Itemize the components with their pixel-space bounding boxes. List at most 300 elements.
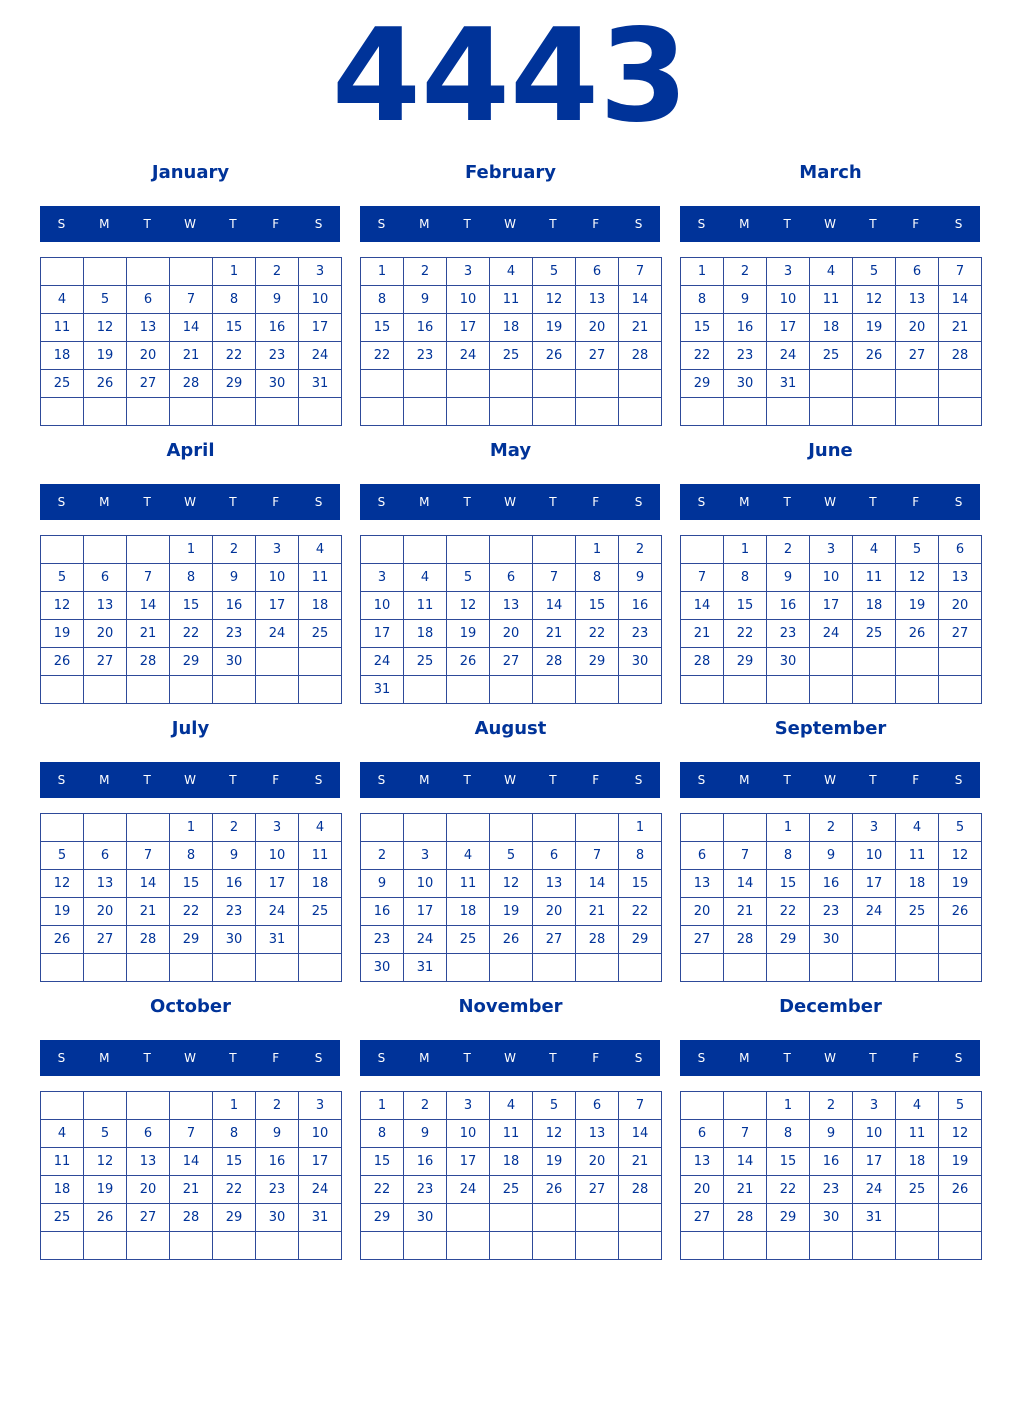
empty-day-cell — [724, 1092, 766, 1119]
empty-day-cell — [170, 1092, 212, 1119]
day-cell: 7 — [939, 258, 981, 285]
day-cell: 22 — [767, 1176, 809, 1203]
day-cell: 20 — [127, 1176, 169, 1203]
weekday-label: S — [314, 217, 323, 231]
day-cell: 28 — [681, 648, 723, 675]
day-cell: 22 — [576, 620, 618, 647]
empty-day-cell — [127, 536, 169, 563]
day-cell: 15 — [724, 592, 766, 619]
day-cell: 27 — [681, 1204, 723, 1231]
day-cell: 30 — [404, 1204, 446, 1231]
day-cell: 17 — [299, 314, 341, 341]
day-cell: 1 — [619, 814, 661, 841]
day-cell: 22 — [170, 620, 212, 647]
weekday-label: W — [824, 1051, 836, 1065]
weekday-label: M — [419, 1051, 430, 1065]
day-cell: 2 — [256, 1092, 298, 1119]
empty-day-cell — [939, 676, 981, 703]
weekday-label: M — [99, 773, 110, 787]
weekday-label: S — [57, 1051, 66, 1065]
day-cell: 17 — [853, 1148, 895, 1175]
weekday-header — [360, 762, 660, 798]
empty-day-cell — [681, 398, 723, 425]
empty-day-cell — [619, 1204, 661, 1231]
weekday-header — [360, 206, 660, 242]
day-cell: 8 — [170, 564, 212, 591]
day-cell: 7 — [619, 258, 661, 285]
day-cell: 18 — [41, 1176, 83, 1203]
empty-day-cell — [939, 398, 981, 425]
weekday-label: S — [954, 217, 963, 231]
day-cell: 13 — [127, 314, 169, 341]
day-cell: 30 — [256, 1204, 298, 1231]
day-cell: 5 — [41, 564, 83, 591]
empty-day-cell — [810, 1232, 852, 1259]
day-cell: 10 — [853, 1120, 895, 1147]
weekday-label: S — [697, 773, 706, 787]
day-cell: 5 — [853, 258, 895, 285]
day-cell: 20 — [533, 898, 575, 925]
day-cell: 31 — [404, 954, 446, 981]
weekday-label: T — [869, 773, 877, 787]
empty-day-cell — [41, 398, 83, 425]
day-cell: 29 — [576, 648, 618, 675]
day-cell: 23 — [404, 1176, 446, 1203]
day-cell: 25 — [447, 926, 489, 953]
empty-day-cell — [447, 676, 489, 703]
empty-day-cell — [490, 676, 532, 703]
day-cell: 25 — [896, 1176, 938, 1203]
empty-day-cell — [681, 1092, 723, 1119]
day-cell: 12 — [490, 870, 532, 897]
day-cell: 9 — [256, 1120, 298, 1147]
day-cell: 30 — [213, 648, 255, 675]
month-name: March — [799, 162, 862, 183]
day-cell: 27 — [84, 648, 126, 675]
day-cell: 10 — [256, 564, 298, 591]
empty-day-cell — [853, 954, 895, 981]
weekday-label: T — [549, 495, 557, 509]
empty-day-cell — [490, 1204, 532, 1231]
day-cell: 28 — [576, 926, 618, 953]
empty-day-cell — [490, 398, 532, 425]
day-cell: 22 — [619, 898, 661, 925]
day-cell: 8 — [361, 1120, 403, 1147]
weekday-label: W — [504, 495, 516, 509]
day-cell: 13 — [681, 1148, 723, 1175]
month-name: September — [774, 718, 887, 739]
empty-day-cell — [213, 398, 255, 425]
day-cell: 13 — [576, 1120, 618, 1147]
day-cell: 26 — [939, 1176, 981, 1203]
day-grid — [40, 535, 342, 704]
day-cell: 4 — [299, 814, 341, 841]
day-cell: 2 — [213, 536, 255, 563]
day-cell: 2 — [404, 1092, 446, 1119]
month-name: February — [464, 162, 557, 183]
empty-day-cell — [256, 398, 298, 425]
day-cell: 19 — [853, 314, 895, 341]
day-cell: 6 — [84, 564, 126, 591]
weekday-header — [40, 484, 340, 520]
day-cell: 22 — [213, 342, 255, 369]
day-cell: 18 — [490, 1148, 532, 1175]
day-cell: 29 — [170, 648, 212, 675]
empty-day-cell — [810, 954, 852, 981]
weekday-label: S — [314, 1051, 323, 1065]
empty-day-cell — [533, 370, 575, 397]
empty-day-cell — [299, 676, 341, 703]
weekday-label: M — [99, 1051, 110, 1065]
day-cell: 26 — [939, 898, 981, 925]
day-cell: 29 — [724, 648, 766, 675]
day-cell: 5 — [84, 286, 126, 313]
day-cell: 1 — [361, 258, 403, 285]
weekday-header — [680, 762, 980, 798]
day-cell: 14 — [619, 1120, 661, 1147]
weekday-label: S — [634, 217, 643, 231]
weekday-label: F — [592, 495, 600, 509]
weekday-label: S — [57, 495, 66, 509]
empty-day-cell — [896, 398, 938, 425]
day-cell: 14 — [576, 870, 618, 897]
day-cell: 16 — [361, 898, 403, 925]
weekday-label: S — [314, 773, 323, 787]
day-cell: 1 — [724, 536, 766, 563]
empty-day-cell — [939, 1232, 981, 1259]
empty-day-cell — [724, 814, 766, 841]
weekday-label: F — [592, 773, 600, 787]
day-cell: 13 — [490, 592, 532, 619]
day-cell: 26 — [533, 1176, 575, 1203]
day-cell: 18 — [853, 592, 895, 619]
day-cell: 29 — [361, 1204, 403, 1231]
day-cell: 12 — [533, 1120, 575, 1147]
day-cell: 26 — [84, 370, 126, 397]
day-cell: 14 — [170, 314, 212, 341]
day-cell: 28 — [127, 926, 169, 953]
day-cell: 19 — [41, 898, 83, 925]
day-cell: 26 — [853, 342, 895, 369]
empty-day-cell — [84, 258, 126, 285]
empty-day-cell — [576, 1232, 618, 1259]
empty-day-cell — [576, 1204, 618, 1231]
day-cell: 9 — [213, 564, 255, 591]
day-cell: 24 — [299, 342, 341, 369]
day-cell: 18 — [41, 342, 83, 369]
day-cell: 11 — [896, 1120, 938, 1147]
empty-day-cell — [447, 814, 489, 841]
empty-day-cell — [767, 676, 809, 703]
day-cell: 30 — [767, 648, 809, 675]
empty-day-cell — [127, 398, 169, 425]
day-cell: 21 — [939, 314, 981, 341]
empty-day-cell — [299, 926, 341, 953]
day-cell: 15 — [170, 592, 212, 619]
day-cell: 11 — [447, 870, 489, 897]
empty-day-cell — [170, 954, 212, 981]
empty-day-cell — [576, 814, 618, 841]
day-cell: 19 — [84, 1176, 126, 1203]
day-cell: 1 — [767, 814, 809, 841]
day-cell: 23 — [256, 1176, 298, 1203]
day-cell: 20 — [896, 314, 938, 341]
day-cell: 17 — [404, 898, 446, 925]
day-cell: 12 — [939, 842, 981, 869]
day-cell: 1 — [361, 1092, 403, 1119]
empty-day-cell — [681, 1232, 723, 1259]
empty-day-cell — [810, 676, 852, 703]
empty-day-cell — [361, 1232, 403, 1259]
empty-day-cell — [619, 1232, 661, 1259]
day-cell: 23 — [213, 898, 255, 925]
day-cell: 21 — [533, 620, 575, 647]
day-grid — [40, 1091, 342, 1260]
day-cell: 6 — [939, 536, 981, 563]
day-cell: 15 — [361, 314, 403, 341]
day-cell: 2 — [724, 258, 766, 285]
day-cell: 18 — [447, 898, 489, 925]
day-cell: 10 — [447, 1120, 489, 1147]
weekday-label: W — [184, 495, 196, 509]
day-cell: 22 — [361, 342, 403, 369]
day-cell: 9 — [361, 870, 403, 897]
weekday-label: S — [57, 773, 66, 787]
day-cell: 30 — [810, 1204, 852, 1231]
day-grid — [360, 535, 662, 704]
weekday-label: W — [824, 495, 836, 509]
day-cell: 25 — [41, 1204, 83, 1231]
empty-day-cell — [170, 1232, 212, 1259]
empty-day-cell — [447, 1204, 489, 1231]
day-cell: 4 — [447, 842, 489, 869]
day-cell: 1 — [681, 258, 723, 285]
day-cell: 31 — [767, 370, 809, 397]
day-cell: 3 — [853, 814, 895, 841]
month-name: August — [474, 718, 547, 739]
empty-day-cell — [170, 258, 212, 285]
day-cell: 19 — [896, 592, 938, 619]
day-cell: 15 — [361, 1148, 403, 1175]
day-cell: 24 — [767, 342, 809, 369]
empty-day-cell — [41, 1092, 83, 1119]
day-cell: 4 — [810, 258, 852, 285]
day-cell: 13 — [533, 870, 575, 897]
day-cell: 12 — [447, 592, 489, 619]
day-cell: 4 — [853, 536, 895, 563]
weekday-label: M — [419, 773, 430, 787]
day-grid — [40, 813, 342, 982]
day-cell: 21 — [127, 620, 169, 647]
day-cell: 3 — [447, 1092, 489, 1119]
empty-day-cell — [853, 398, 895, 425]
empty-day-cell — [41, 258, 83, 285]
day-cell: 28 — [127, 648, 169, 675]
day-cell: 24 — [810, 620, 852, 647]
empty-day-cell — [896, 954, 938, 981]
day-cell: 18 — [299, 870, 341, 897]
weekday-label: W — [184, 1051, 196, 1065]
empty-day-cell — [810, 370, 852, 397]
day-cell: 16 — [810, 870, 852, 897]
day-cell: 8 — [619, 842, 661, 869]
day-cell: 2 — [810, 814, 852, 841]
day-cell: 7 — [619, 1092, 661, 1119]
day-cell: 18 — [810, 314, 852, 341]
day-cell: 11 — [896, 842, 938, 869]
day-cell: 1 — [213, 1092, 255, 1119]
weekday-label: T — [463, 217, 471, 231]
day-cell: 31 — [299, 370, 341, 397]
day-cell: 5 — [939, 814, 981, 841]
empty-day-cell — [170, 676, 212, 703]
day-cell: 10 — [256, 842, 298, 869]
day-cell: 8 — [767, 1120, 809, 1147]
day-cell: 14 — [681, 592, 723, 619]
empty-day-cell — [447, 954, 489, 981]
weekday-label: M — [99, 495, 110, 509]
empty-day-cell — [361, 536, 403, 563]
day-cell: 13 — [127, 1148, 169, 1175]
day-cell: 6 — [576, 1092, 618, 1119]
day-cell: 25 — [490, 1176, 532, 1203]
day-cell: 25 — [490, 342, 532, 369]
empty-day-cell — [767, 1232, 809, 1259]
day-cell: 19 — [939, 870, 981, 897]
day-cell: 1 — [213, 258, 255, 285]
day-cell: 8 — [361, 286, 403, 313]
empty-day-cell — [361, 814, 403, 841]
day-cell: 1 — [170, 814, 212, 841]
day-cell: 16 — [256, 1148, 298, 1175]
day-cell: 5 — [447, 564, 489, 591]
empty-day-cell — [447, 1232, 489, 1259]
day-cell: 19 — [939, 1148, 981, 1175]
day-cell: 16 — [767, 592, 809, 619]
day-cell: 12 — [84, 1148, 126, 1175]
day-cell: 15 — [213, 1148, 255, 1175]
weekday-label: S — [697, 217, 706, 231]
day-cell: 17 — [447, 1148, 489, 1175]
day-cell: 11 — [810, 286, 852, 313]
day-cell: 22 — [724, 620, 766, 647]
day-cell: 3 — [299, 1092, 341, 1119]
day-cell: 19 — [41, 620, 83, 647]
day-cell: 29 — [767, 926, 809, 953]
empty-day-cell — [896, 1204, 938, 1231]
day-cell: 6 — [533, 842, 575, 869]
empty-day-cell — [681, 814, 723, 841]
empty-day-cell — [896, 1232, 938, 1259]
day-cell: 1 — [170, 536, 212, 563]
empty-day-cell — [490, 814, 532, 841]
weekday-header — [360, 1040, 660, 1076]
weekday-label: T — [549, 217, 557, 231]
day-cell: 11 — [853, 564, 895, 591]
month-name: October — [150, 996, 231, 1017]
empty-day-cell — [41, 536, 83, 563]
weekday-label: T — [869, 1051, 877, 1065]
day-cell: 31 — [853, 1204, 895, 1231]
empty-day-cell — [939, 370, 981, 397]
day-cell: 1 — [576, 536, 618, 563]
day-cell: 24 — [853, 1176, 895, 1203]
day-cell: 27 — [533, 926, 575, 953]
day-cell: 8 — [576, 564, 618, 591]
day-cell: 22 — [170, 898, 212, 925]
day-cell: 29 — [213, 1204, 255, 1231]
day-cell: 14 — [533, 592, 575, 619]
day-cell: 29 — [767, 1204, 809, 1231]
weekday-label: W — [184, 217, 196, 231]
day-cell: 20 — [681, 1176, 723, 1203]
weekday-header — [680, 1040, 980, 1076]
empty-day-cell — [447, 398, 489, 425]
day-cell: 2 — [619, 536, 661, 563]
day-cell: 22 — [767, 898, 809, 925]
day-cell: 18 — [404, 620, 446, 647]
day-cell: 28 — [170, 370, 212, 397]
empty-day-cell — [533, 1204, 575, 1231]
month-name: November — [458, 996, 563, 1017]
weekday-label: T — [143, 495, 151, 509]
weekday-label: S — [377, 217, 386, 231]
day-cell: 8 — [724, 564, 766, 591]
weekday-label: M — [99, 217, 110, 231]
empty-day-cell — [533, 398, 575, 425]
day-cell: 6 — [681, 842, 723, 869]
weekday-label: T — [463, 495, 471, 509]
day-cell: 4 — [490, 258, 532, 285]
weekday-label: T — [869, 495, 877, 509]
day-cell: 18 — [299, 592, 341, 619]
weekday-label: M — [419, 495, 430, 509]
empty-day-cell — [939, 1204, 981, 1231]
day-cell: 8 — [767, 842, 809, 869]
day-cell: 14 — [724, 1148, 766, 1175]
day-cell: 17 — [256, 592, 298, 619]
empty-day-cell — [41, 1232, 83, 1259]
empty-day-cell — [853, 1232, 895, 1259]
day-cell: 11 — [299, 842, 341, 869]
day-cell: 17 — [447, 314, 489, 341]
day-cell: 3 — [361, 564, 403, 591]
day-cell: 30 — [256, 370, 298, 397]
day-cell: 12 — [41, 592, 83, 619]
day-cell: 27 — [576, 342, 618, 369]
weekday-label: F — [912, 773, 920, 787]
weekday-label: S — [634, 495, 643, 509]
day-cell: 5 — [490, 842, 532, 869]
day-cell: 4 — [41, 1120, 83, 1147]
day-cell: 26 — [84, 1204, 126, 1231]
weekday-label: S — [377, 1051, 386, 1065]
weekday-label: F — [592, 217, 600, 231]
day-cell: 13 — [576, 286, 618, 313]
empty-day-cell — [896, 926, 938, 953]
day-cell: 9 — [619, 564, 661, 591]
empty-day-cell — [490, 954, 532, 981]
month-name: April — [166, 440, 215, 461]
weekday-label: F — [912, 495, 920, 509]
empty-day-cell — [619, 370, 661, 397]
day-cell: 26 — [447, 648, 489, 675]
day-cell: 7 — [724, 842, 766, 869]
day-cell: 14 — [170, 1148, 212, 1175]
day-grid — [360, 813, 662, 982]
day-cell: 26 — [41, 926, 83, 953]
empty-day-cell — [681, 536, 723, 563]
